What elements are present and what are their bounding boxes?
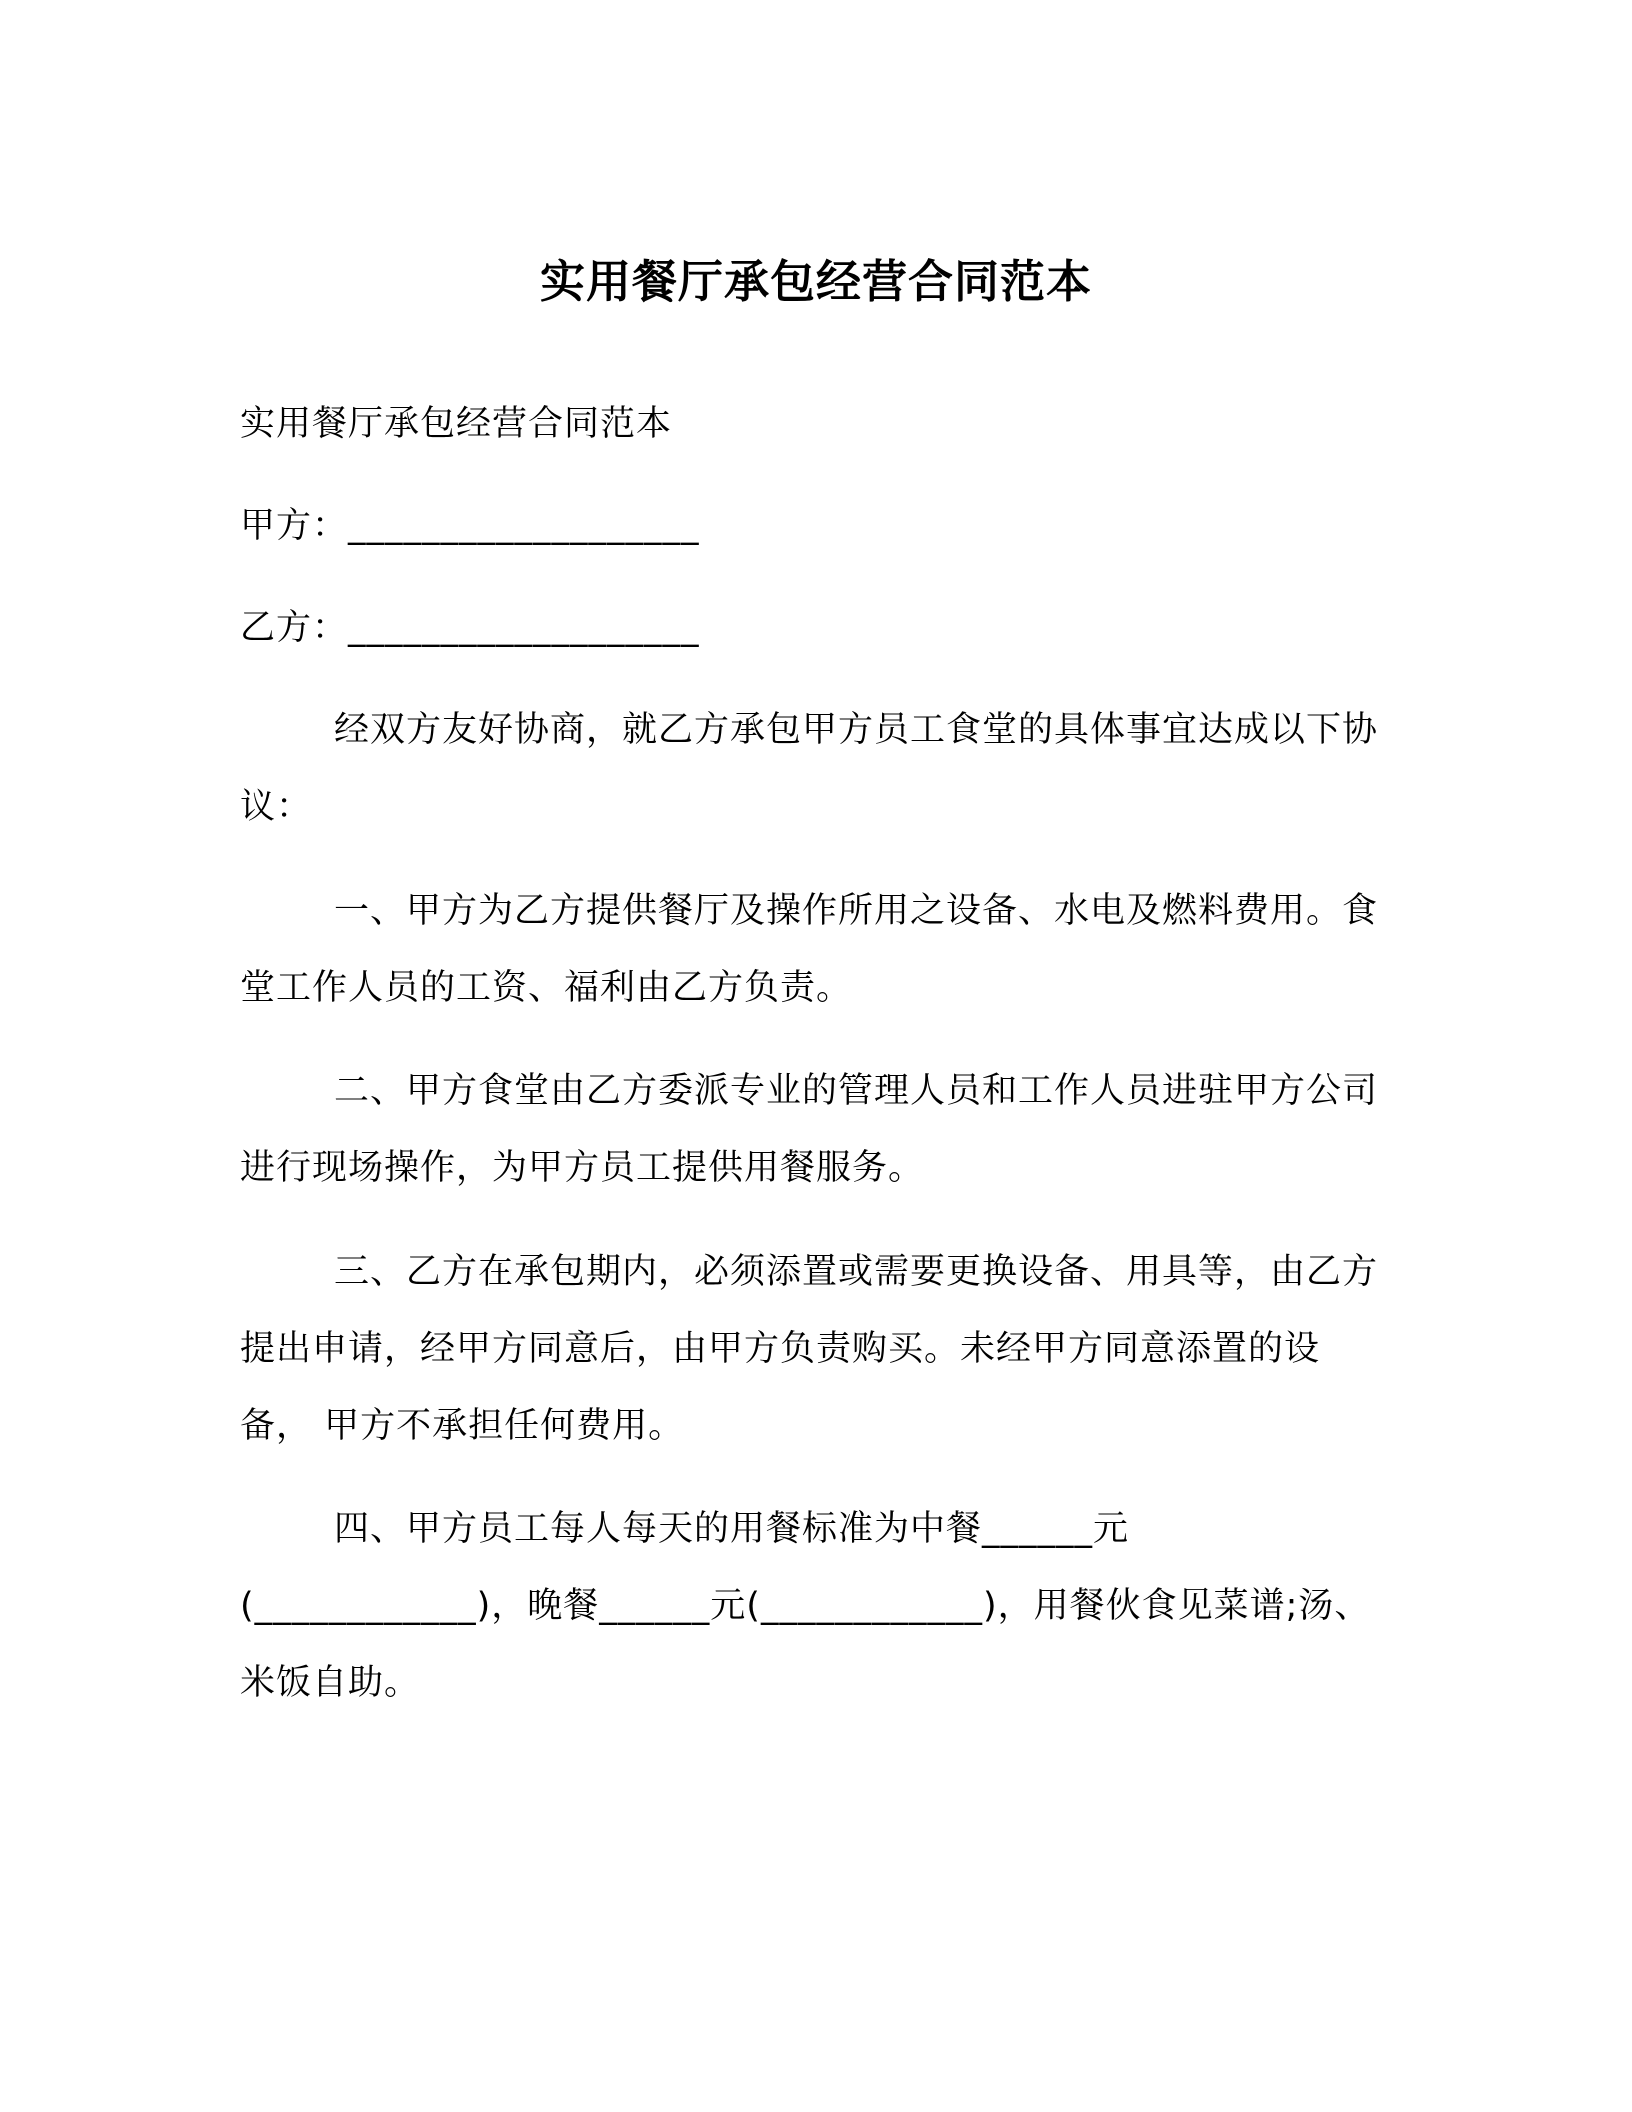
clause-1-text: 一、甲方为乙方提供餐厅及操作所用之设备、水电及燃料费用。食堂工作人员的工资、福利由乙方负责。 bbox=[240, 891, 1379, 1008]
clause-3 bbox=[240, 1234, 1388, 1465]
clause-1 bbox=[240, 873, 1388, 1027]
subtitle-text: 实用餐厅承包经营合同范本 bbox=[240, 404, 673, 444]
party-b-line bbox=[240, 590, 1388, 667]
contract-subtitle bbox=[240, 386, 1388, 463]
intro-paragraph bbox=[240, 692, 1388, 846]
party-b-text: 乙方：___________________ bbox=[240, 608, 700, 648]
clause-2-text: 二、甲方食堂由乙方委派专业的管理人员和工作人员进驻甲方公司进行现场操作，为甲方员工提供用餐服务。 bbox=[240, 1071, 1379, 1188]
party-a-text: 甲方：___________________ bbox=[240, 506, 700, 546]
document-title: 实用餐厅承包经营合同范本 bbox=[539, 255, 1092, 309]
clause-4-text: 四、甲方员工每人每天的用餐标准为中餐______元(____________)，晚餐______元(____________)，用餐伙食见菜谱;汤、米饭自助。 bbox=[240, 1509, 1371, 1703]
party-a-line bbox=[240, 488, 1388, 565]
intro-text: 经双方友好协商，就乙方承包甲方员工食堂的具体事宜达成以下协议： bbox=[240, 710, 1379, 827]
clause-2 bbox=[240, 1053, 1388, 1207]
clause-4 bbox=[240, 1491, 1388, 1722]
clause-3-text: 三、乙方在承包期内，必须添置或需要更换设备、用具等，由乙方提出申请，经甲方同意后，由甲方负责购买。未经甲方同意添置的设备， 甲方不承担任何费用。 bbox=[240, 1252, 1379, 1446]
